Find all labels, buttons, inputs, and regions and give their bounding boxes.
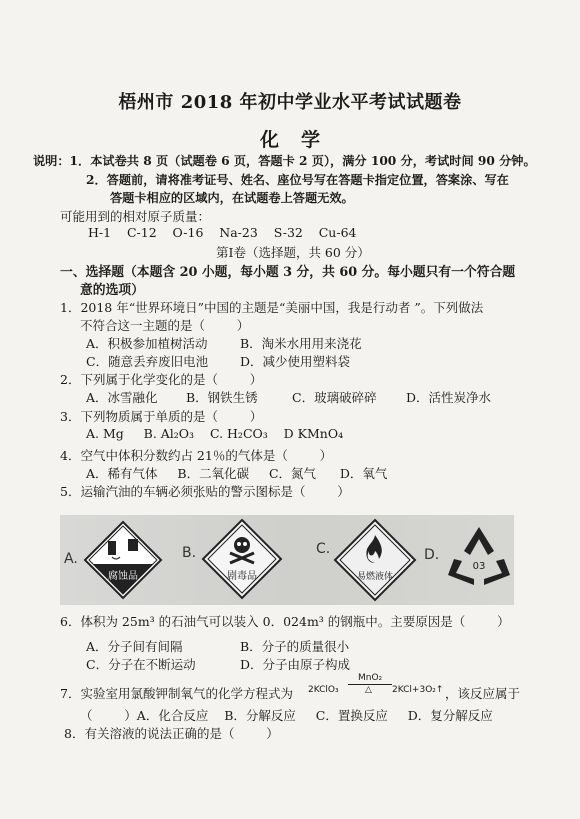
corrosive-sign-label: 腐蚀品	[108, 571, 138, 582]
q5-option-b-letter: B.	[182, 545, 197, 561]
q1-option-c: C．随意丢弃废旧电池	[86, 354, 209, 369]
part1-heading: 第Ⅰ卷（选择题，共 60 分）	[216, 245, 370, 260]
q7-equation-catalyst: MnO₂	[358, 673, 383, 683]
q1-stem-line-2: 不符合这一主题的是（ ）	[80, 318, 250, 333]
atomic-mass-values: H-1 C-12 O-16 Na-23 S-32 Cu-64	[88, 225, 357, 240]
q1-stem-line-1: 1．2018 年“世界环境日”中国的主题是“美丽中国，我是行动者 ”。下列做法	[60, 300, 484, 315]
q1-option-d: D．减少使用塑料袋	[240, 354, 351, 369]
q3-stem: 3．下列物质属于单质的是（ ）	[60, 409, 263, 424]
q7-equation-condition: △	[365, 685, 372, 695]
q4-stem: 4．空气中体积分数约占 21％的气体是（ ）	[60, 448, 333, 463]
q5-option-d-letter: D.	[424, 547, 440, 563]
section-heading-line-2: 意的选项）	[80, 283, 144, 298]
q3-options: A. Mg B. Al₂O₃ C. H₂CO₃ D KMnO₄	[86, 426, 344, 441]
section-heading-line-1: 一、选择题（本题含 20 小题，每小题 3 分，共 60 分。每小题只有一个符合题	[60, 265, 516, 280]
q8-stem: 8．有关溶液的说法正确的是（ ）	[64, 726, 279, 741]
q7-stem-part-1: 7．实验室用氯酸钾制氧气的化学方程式为	[60, 686, 293, 701]
toxic-sign-icon	[200, 517, 284, 601]
q2-option-b: B．钢铁生锈	[186, 390, 258, 405]
q6-option-d: D．分子由原子构成	[240, 657, 351, 672]
q5-warning-signs-image	[60, 515, 514, 605]
q6-option-b: B．分子的质量很小	[240, 639, 350, 654]
exam-title: 梧州市 2018 年初中学业水平考试试题卷	[118, 92, 462, 113]
q5-stem: 5．运输汽油的车辆必须张贴的警示图标是（ ）	[60, 484, 350, 499]
q5-option-a-letter: A.	[64, 551, 78, 567]
exam-subject: 化学	[259, 129, 342, 151]
recycle-03-icon	[444, 519, 514, 599]
q7-equation-product: 2KCl+3O₂↑	[392, 685, 444, 695]
q2-stem: 2．下列属于化学变化的是（ ）	[60, 372, 263, 387]
q7-chemical-equation	[308, 673, 448, 697]
recycle-sign-label: 03	[472, 561, 486, 572]
q7-equation-reactant: 2KClO₃	[308, 685, 339, 695]
q7-options: （ ）A．化合反应 B．分解反应 C．置换反应 D．复分解反应	[80, 708, 493, 723]
q5-option-c-letter: C.	[316, 541, 331, 557]
q7-stem-part-2: ，该反应属于	[445, 686, 521, 701]
q6-option-a: A．分子间有间隔	[86, 639, 183, 654]
q2-option-c: C．玻璃破碎碎	[292, 390, 377, 405]
toxic-sign-label: 剧毒品	[227, 571, 257, 582]
flammable-sign-label: 易燃液体	[356, 572, 394, 582]
atomic-mass-label: 可能用到的相对原子质量：	[60, 209, 211, 224]
corrosive-sign-icon	[82, 519, 164, 601]
flammable-liquid-sign-icon	[332, 517, 418, 603]
q4-options: A．稀有气体 B．二氧化碳 C．氮气 D．氧气	[86, 466, 388, 481]
instruction-line-2: 2．答题前，请将准考证号、姓名、座位号写在答题卡指定位置，答案涂、写在	[86, 173, 509, 187]
instruction-line-1: 说明：1．本试卷共 8 页（试题卷 6 页，答题卡 2 页），满分 100 分，考试时间 90 分钟。	[33, 154, 536, 168]
q6-stem: 6．体积为 25m³ 的石油气可以装入 0．024m³ 的钢瓶中。主要原因是（ ）	[60, 614, 510, 629]
q1-option-b: B．淘米水用用来浇花	[240, 336, 362, 351]
q1-option-a: A．积极参加植树活动	[86, 336, 208, 351]
q2-option-d: D．活性炭净水	[406, 390, 492, 405]
q6-option-c: C．分子在不断运动	[86, 657, 196, 672]
instruction-line-3: 答题卡相应的区域内，在试题卷上答题无效。	[110, 191, 354, 205]
q2-option-a: A．冰雪融化	[86, 390, 158, 405]
